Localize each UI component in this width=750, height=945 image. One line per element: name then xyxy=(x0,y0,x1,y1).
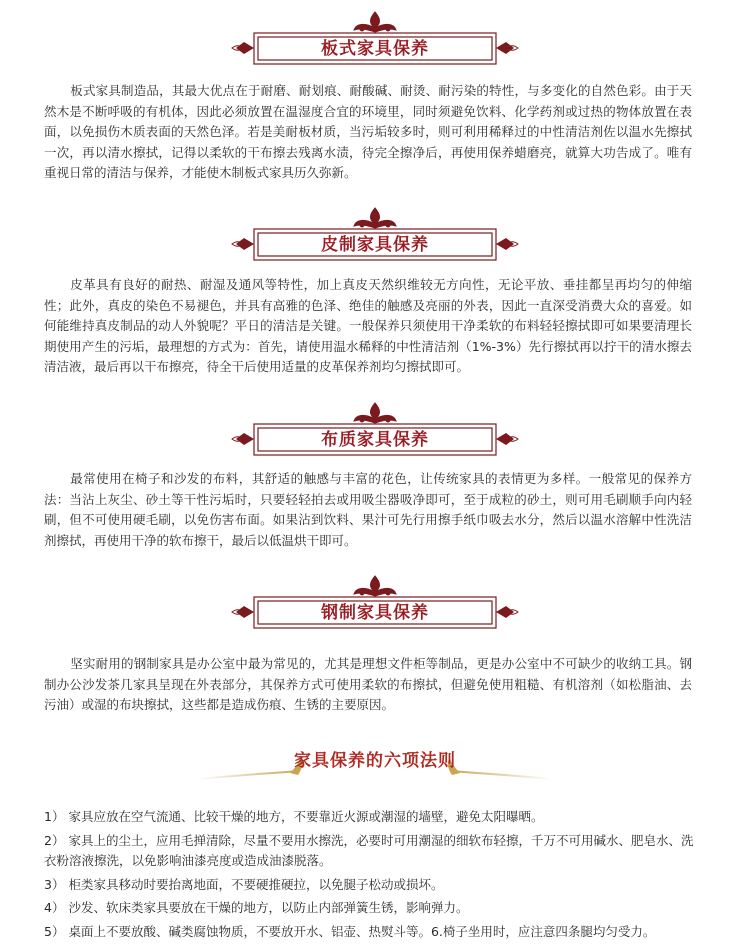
section-banner xyxy=(0,206,750,266)
rule-text: 家具应放在空气流通、比较干燥的地方，不要靠近火源或潮湿的墙壁，避免太阳曝晒。 xyxy=(68,809,544,824)
rule-text: 柜类家具移动时要抬离地面，不要硬推硬拉，以免腿子松动或损坏。 xyxy=(68,876,444,892)
rule-number: 3） xyxy=(44,876,65,892)
section-paragraph: 板式家具制造品，其最大优点在于耐磨、耐划痕、耐酸碱、耐烫、耐污染的特性，与多变化的自然色彩。由于天然木是不断呼吸的有机体，因此必须放置在温湿度合宜的环境里，同时须避免饮料、化学药剂或过热的物体放置在表面，以免损伤木质表面的天然色泽。若是美耐板材质，当污垢较多时，则可利用稀释过的中性清洁剂佐以温水先擦拭一次，再以清水擦拭，记得以柔软的干布擦去残离水渍，待完全擦净后，再使用保养蜡磨亮，就算大功告成了。唯有重视日常的清洁与保养，才能使木制板式家具历久弥新。 xyxy=(44,83,692,181)
section-title: 布质家具保养 xyxy=(321,430,429,450)
list-item xyxy=(44,875,704,896)
list-item xyxy=(44,807,704,828)
list-item xyxy=(44,922,704,943)
rule-text: 沙发、软床类家具要放在干燥的地方，以防止内部弹簧生锈，影响弹力。 xyxy=(68,900,469,915)
rule-text: 家具上的尘土，应用毛掸清除，尽量不要用水擦洗，必要时可用潮湿的细软布轻擦，千万不可用碱水、肥皂水、洗衣粉溶液擦洗，以免影响油漆亮度或造成油漆脱落。 xyxy=(44,832,694,868)
section-banner xyxy=(0,401,750,461)
section-paragraph: 皮革具有良好的耐热、耐湿及通风等特性，加上真皮天然织维较无方向性，无论平放、垂挂都呈再均匀的伸缩性；此外，真皮的染色不易褪色，并具有高雅的色泽、绝佳的触感及亮丽的外表，因此一直深受消费大众的喜爱。如何能维持真皮制品的动人外貌呢？平日的清洁是关键。一般保养只须使用干净柔软的布料轻轻擦拭即可如果要清理长期使用产生的污垢，最理想的方式为：首先，请使用温水稀释的中性清洁剂（1%-3%）先行擦拭再以拧干的清水擦去清洁液，最后再以干布擦亮，待全干后使用适量的皮革保养剂均匀擦拭即可。 xyxy=(44,277,692,375)
section-paragraph: 最常使用在椅子和沙发的布料，其舒适的触感与丰富的花色，让传统家具的表情更为多样。一般常见的保养方法：当沾上灰尘、砂土等干性污垢时，只要轻轻拍去或用吸尘器吸净即可，至于成粒的砂土，则可用毛刷顺手向内轻刷，但不可使用硬毛刷，以免伤害布面。如果沾到饮料、果汁可先行用擦手纸巾吸去水分，然后以温水溶解中性洗洁剂擦拭，再使用干净的软布擦干，最后以低温烘干即可。 xyxy=(44,471,692,548)
section-panel-board xyxy=(0,10,750,70)
rule-number: 4） xyxy=(44,900,65,915)
rule-number: 2） xyxy=(44,832,65,848)
rule-text: 桌面上不要放酸、碱类腐蚀物质，不要放开水、铝壶、热熨斗等。6.椅子坐用时，应注意四条腿均匀受力。 xyxy=(68,923,656,939)
section-panel-steel xyxy=(0,574,750,634)
rules-title: 家具保养的六项法则 xyxy=(294,751,456,771)
section-panel-fabric xyxy=(0,401,750,461)
section-title: 皮制家具保养 xyxy=(321,235,429,255)
section-panel-leather xyxy=(0,206,750,266)
section-banner xyxy=(0,574,750,634)
rule-number: 1） xyxy=(44,809,65,824)
list-item xyxy=(44,898,704,919)
section-title: 钢制家具保养 xyxy=(321,603,429,623)
section-title: 板式家具保养 xyxy=(321,39,429,59)
list-item xyxy=(44,831,704,872)
section-banner xyxy=(0,10,750,70)
rules-list xyxy=(44,807,704,945)
section-paragraph: 坚实耐用的钢制家具是办公室中最为常见的，尤其是理想文件柜等制品，更是办公室中不可缺少的收纳工具。钢制办公沙发茶几家具呈现在外表部分，其保养方式可使用柔软的布擦拭，但避免使用粗糙、有机溶剂（如松脂油、去污油）或湿的布块擦拭，这些都是造成伤痕、生锈的主要原因。 xyxy=(44,656,692,713)
rule-number: 5） xyxy=(44,923,65,939)
